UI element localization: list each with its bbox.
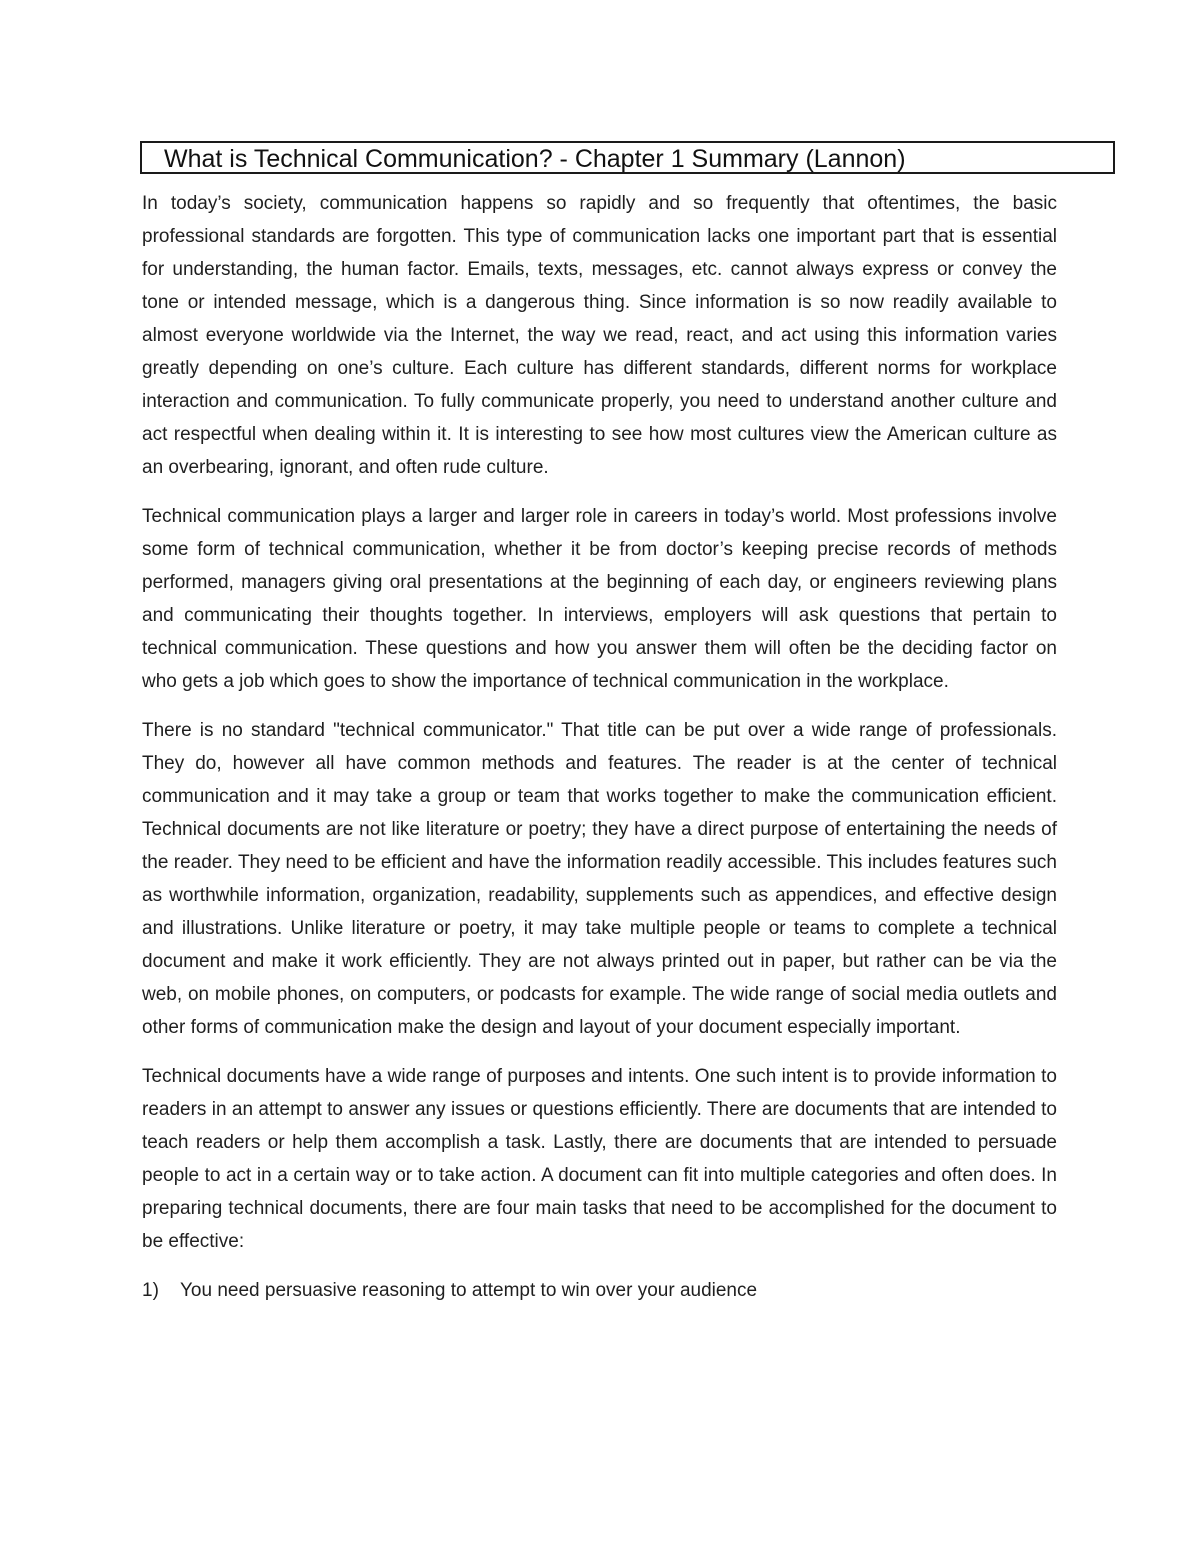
paragraph-2: Technical communication plays a larger and larger role in careers in today’s world. Most professions involve some form of technical communication, whether it be from doctor’s keeping precise records of methods performed, managers giving oral presentations at the beginning of each day, or engineers reviewing plans and communicating their thoughts together. In interviews, employers will ask questions that pertain to technical communication. These questions and how you answer them will often be the deciding factor on who gets a job which goes to show the importance of technical communication in the workplace. (142, 506, 1057, 692)
document-title: What is Technical Communication? - Chapter 1 Summary (Lannon) (164, 145, 906, 173)
document-body (142, 187, 1057, 1307)
paragraph-4: Technical documents have a wide range of purposes and intents. One such intent is to provide information to readers in an attempt to answer any issues or questions efficiently. There are documents that are intended to teach readers or help them accomplish a task. Lastly, there are documents that are intended to persuade people to act in a certain way or to take action. A document can fit into multiple categories and often does. In preparing technical documents, there are four main tasks that need to be accomplished for the document to be effective: (142, 1066, 1057, 1252)
title-box (140, 141, 1115, 174)
list-item-text: You need persuasive reasoning to attempt to win over your audience (180, 1280, 758, 1301)
list-item-1 (142, 1274, 1057, 1307)
list-item-number: 1) (142, 1280, 159, 1301)
paragraph-1: In today’s society, communication happens so rapidly and so frequently that oftentimes, the basic professional standards are forgotten. This type of communication lacks one important part that is essential for understanding, the human factor. Emails, texts, messages, etc. cannot always express or convey the tone or intended message, which is a dangerous thing. Since information is so now readily available to almost everyone worldwide via the Internet, the way we read, react, and act using this information varies greatly depending on one’s culture. Each culture has different standards, different norms for workplace interaction and communication. To fully communicate properly, you need to understand another culture and act respectful when dealing within it. It is interesting to see how most cultures view the American culture as an overbearing, ignorant, and often rude culture. (142, 193, 1057, 478)
paragraph-3: There is no standard "technical communicator." That title can be put over a wide range of professionals. They do, however all have common methods and features. The reader is at the center of technical communication and it may take a group or team that works together to make the communication efficient. Technical documents are not like literature or poetry; they have a direct purpose of entertaining the needs of the reader. They need to be efficient and have the information readily accessible. This includes features such as worthwhile information, organization, readability, supplements such as appendices, and effective design and illustrations. Unlike literature or poetry, it may take multiple people or teams to complete a technical document and make it work efficiently. They are not always printed out in paper, but rather can be via the web, on mobile phones, on computers, or podcasts for example. The wide range of social media outlets and other forms of communication make the design and layout of your document especially important. (142, 720, 1057, 1038)
